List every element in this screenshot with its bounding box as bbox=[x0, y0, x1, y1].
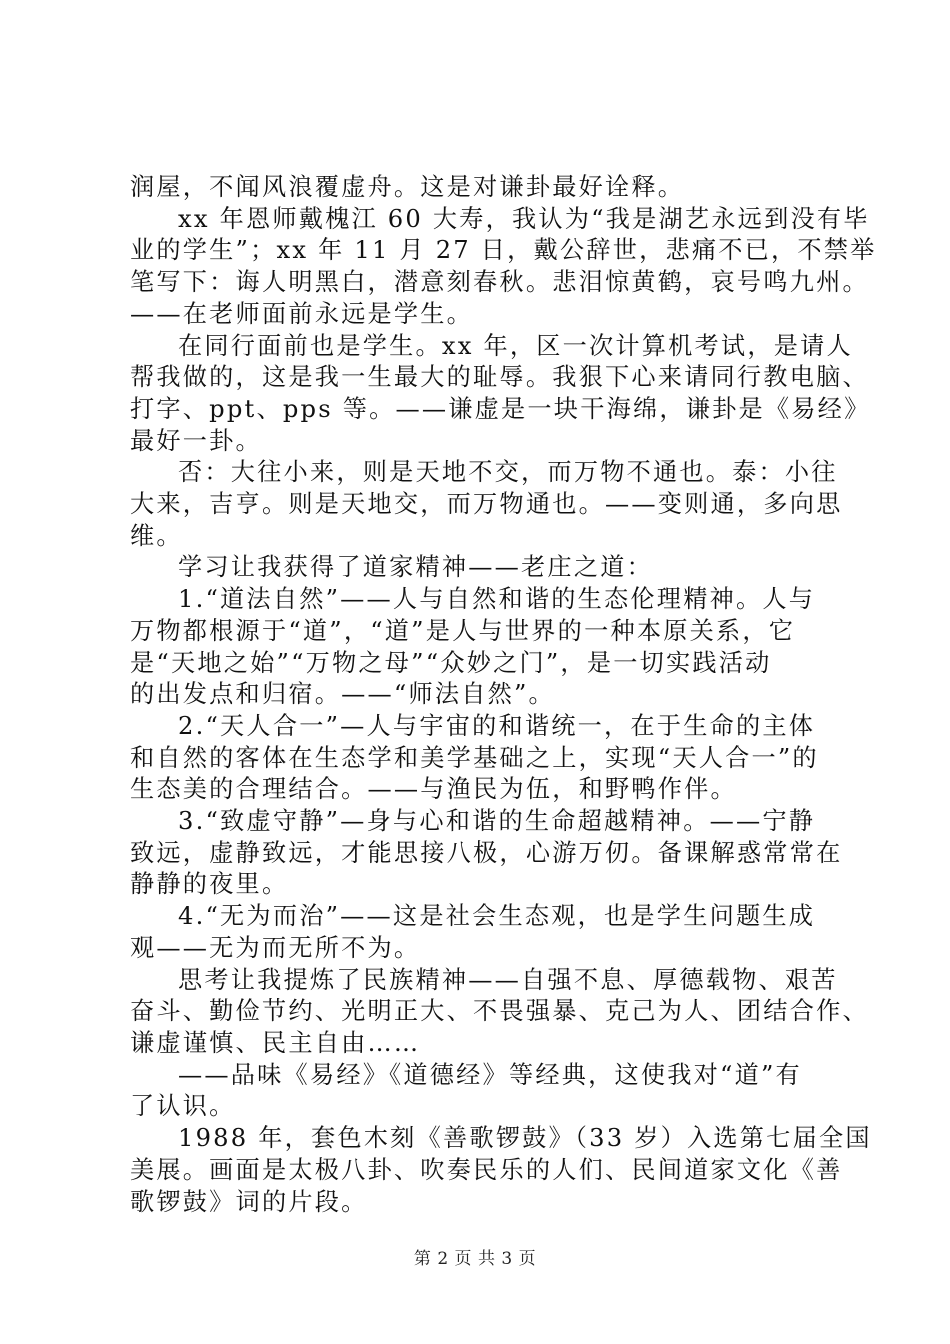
text-line: 大来，吉亨。则是天地交，而万物通也。——变则通，多向思 bbox=[130, 490, 843, 519]
text-line: 万物都根源于“道”，“道”是人与世界的一种本原关系，它 bbox=[130, 616, 796, 645]
text-line: 润屋，不闻风浪覆虚舟。这是对谦卦最好诠释。 bbox=[130, 173, 685, 201]
paragraph bbox=[130, 172, 832, 204]
text-line: 2.“天人合一”—人与宇宙的和谐统一，在于生命的主体 bbox=[178, 711, 816, 740]
page-footer bbox=[0, 1244, 950, 1269]
text-line: 美展。画面是太极八卦、吹奏民乐的人们、民间道家文化《善 bbox=[130, 1155, 843, 1184]
text-line: 笔写下：诲人明黑白，潜意刻春秋。悲泪惊黄鹤，哀号鸣九州。 bbox=[130, 268, 869, 297]
text-line: 最好一卦。 bbox=[130, 426, 262, 455]
text-line: 观——无为而无所不为。 bbox=[130, 933, 421, 962]
paragraph bbox=[130, 711, 832, 806]
paragraph bbox=[130, 457, 843, 552]
paragraph bbox=[130, 965, 869, 1060]
text-line: 4.“无为而治”——这是社会生态观，也是学生问题生成 bbox=[178, 902, 816, 931]
text-line: 思考让我提炼了民族精神——自强不息、厚德载物、艰苦 bbox=[178, 965, 838, 994]
paragraph bbox=[130, 331, 871, 458]
text-line: 生态美的合理结合。——与渔民为伍，和野鸭作伴。 bbox=[130, 775, 737, 804]
text-line: 奋斗、勤俭节约、光明正大、不畏强暴、克己为人、团结合作、 bbox=[130, 997, 869, 1026]
text-line: 是“天地之始”“万物之母”“众妙之门”，是一切实践活动 bbox=[130, 648, 772, 677]
page-number-label: 第 2 页 共 3 页 bbox=[413, 1249, 537, 1269]
paragraph bbox=[130, 552, 832, 584]
text-line: ——在老师面前永远是学生。 bbox=[130, 299, 474, 328]
text-line: 帮我做的，这是我一生最大的耻辱。我狠下心来请同行教电脑、 bbox=[130, 363, 869, 392]
text-line: 在同行面前也是学生。xx 年，区一次计算机考试，是请人 bbox=[178, 331, 853, 360]
text-line: 的出发点和归宿。——“师法自然”。 bbox=[130, 680, 555, 709]
text-line: 学习让我获得了道家精神——老庄之道： bbox=[178, 553, 653, 582]
text-line: 了认识。 bbox=[130, 1092, 236, 1121]
text-line: xx 年恩师戴槐江 60 大寿，我认为“我是湖艺永远到没有毕 bbox=[178, 204, 870, 233]
document-body bbox=[130, 172, 877, 1218]
text-line: 1.“道法自然”——人与自然和谐的生态伦理精神。人与 bbox=[178, 585, 816, 614]
paragraph bbox=[130, 901, 832, 964]
text-line: 业的学生”；xx 年 11 月 27 日，戴公辞世，悲痛不已，不禁举 bbox=[130, 236, 877, 265]
text-line: 静静的夜里。 bbox=[130, 870, 289, 899]
text-line: 维。 bbox=[130, 521, 183, 550]
paragraph bbox=[130, 806, 843, 901]
paragraph bbox=[130, 1123, 872, 1218]
text-line: 致远，虚静致远，才能思接八极，心游万仞。备课解惑常常在 bbox=[130, 838, 843, 867]
text-line: ——品味《易经》《道德经》等经典，这使我对“道”有 bbox=[178, 1060, 802, 1089]
text-line: 歌锣鼓》词的片段。 bbox=[130, 1187, 368, 1216]
text-line: 否：大往小来，则是天地不交，而万物不通也。泰：小往 bbox=[178, 458, 838, 487]
paragraph bbox=[130, 1060, 832, 1123]
paragraph bbox=[130, 204, 877, 331]
text-line: 1988 年，套色木刻《善歌锣鼓》（33 岁）入选第七届全国 bbox=[178, 1124, 872, 1153]
paragraph bbox=[130, 584, 832, 711]
text-line: 谦虚谨慎、民主自由…… bbox=[130, 1028, 421, 1057]
text-line: 打字、ppt、pps 等。——谦虚是一块干海绵，谦卦是《易经》 bbox=[130, 394, 871, 423]
text-line: 3.“致虚守静”—身与心和谐的生命超越精神。——宁静 bbox=[178, 807, 816, 836]
text-line: 和自然的客体在生态学和美学基础之上，实现“天人合一”的 bbox=[130, 743, 819, 772]
